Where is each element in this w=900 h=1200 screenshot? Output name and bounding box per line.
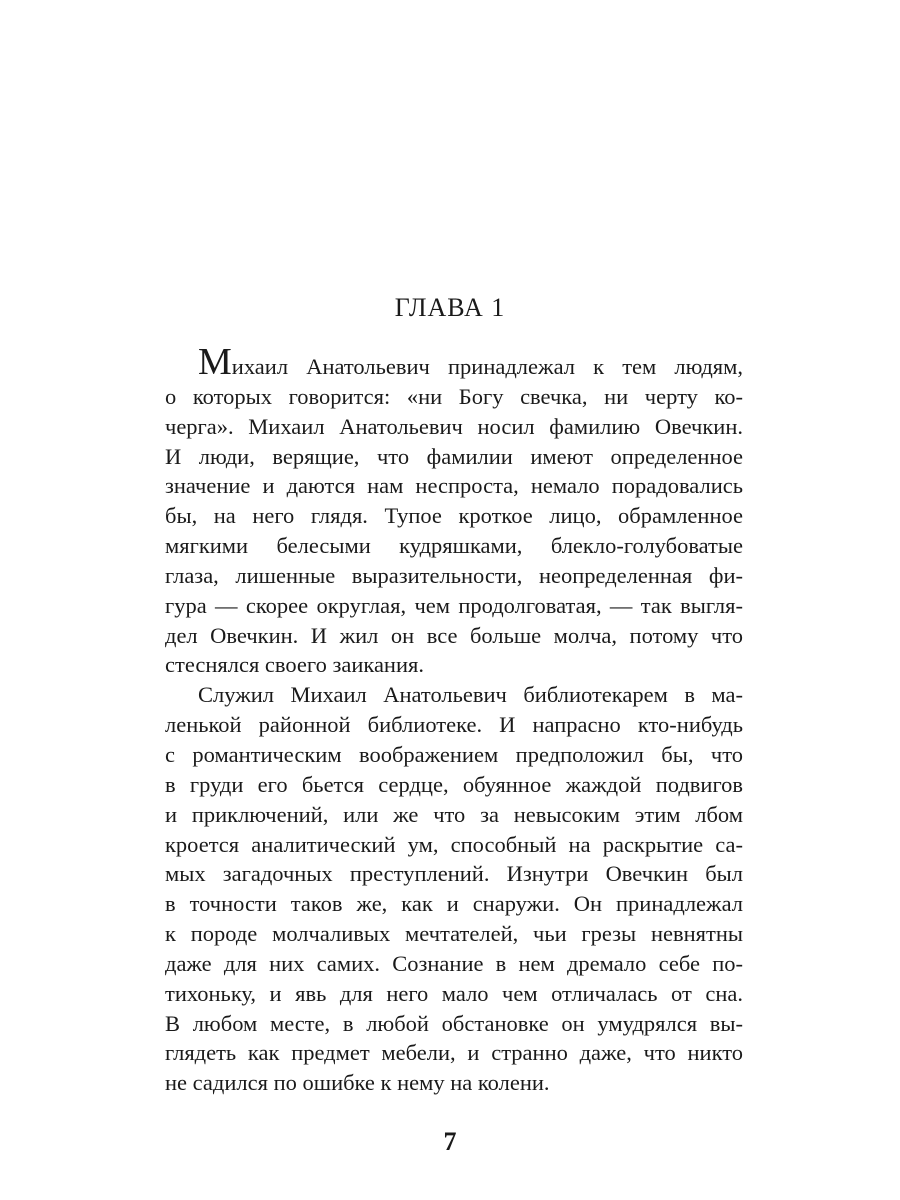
text-line: в груди его бьется сердце, обуянное жаждой подвигов	[165, 771, 743, 797]
text-line: даже для них самих. Сознание в нем дремало себе по-	[165, 950, 743, 976]
text-line: Служил Михаил Анатольевич библиотекарем в ма-	[198, 682, 743, 708]
text-line: мягкими белесыми кудряшками, блекло-голубоватые	[165, 533, 743, 559]
text-line: в точности таков же, как и снаружи. Он принадлежал	[165, 891, 743, 917]
text-line: гура — скорее округлая, чем продолговатая, — так выгля-	[165, 592, 743, 618]
text-line: тихоньку, и явь для него мало чем отличалась от сна.	[165, 980, 743, 1006]
paragraph-1-first-line	[165, 341, 743, 383]
text-line: и приключений, или же что за невысоким этим лбом	[165, 801, 743, 827]
text-line: стеснялся своего заикания.	[165, 652, 424, 678]
drop-cap: М	[198, 341, 232, 383]
text-line: о которых говорится: «ни Богу свечка, ни черту ко-	[165, 383, 743, 409]
text-line: кроется аналитический ум, способный на раскрытие са-	[165, 831, 743, 857]
text-line: не садился по ошибке к нему на колени.	[165, 1070, 550, 1096]
text-line: В любом месте, в любой обстановке он умудрялся вы-	[165, 1010, 743, 1036]
text-line: мых загадочных преступлений. Изнутри Овечкин был	[165, 861, 743, 887]
text-line: глядеть как предмет мебели, и странно даже, что никто	[165, 1040, 743, 1066]
page-number: 7	[443, 1127, 457, 1156]
text-line: бы, на него глядя. Тупое кроткое лицо, обрамленное	[165, 503, 743, 529]
text-line: черга». Михаил Анатольевич носил фамилию Овечкин.	[165, 413, 743, 439]
chapter-title: ГЛАВА 1	[394, 293, 506, 322]
chapter-body	[165, 341, 743, 1098]
text-line: И люди, верящие, что фамилии имеют определенное	[165, 443, 743, 469]
text-line: дел Овечкин. И жил он все больше молча, потому что	[165, 622, 743, 648]
text-line: значение и даются нам неспроста, немало порадовались	[165, 473, 743, 499]
text-line: с романтическим воображением предположил бы, что	[165, 741, 743, 767]
first-line-text: ихаил Анатольевич принадлежал к тем людям,	[231, 354, 743, 379]
text-line: к породе молчаливых мечтателей, чьи грезы невнятны	[165, 921, 743, 947]
text-line: ленькой районной библиотеке. И напрасно кто-нибудь	[165, 712, 743, 738]
text-line: глаза, лишенные выразительности, неопределенная фи-	[165, 562, 743, 588]
